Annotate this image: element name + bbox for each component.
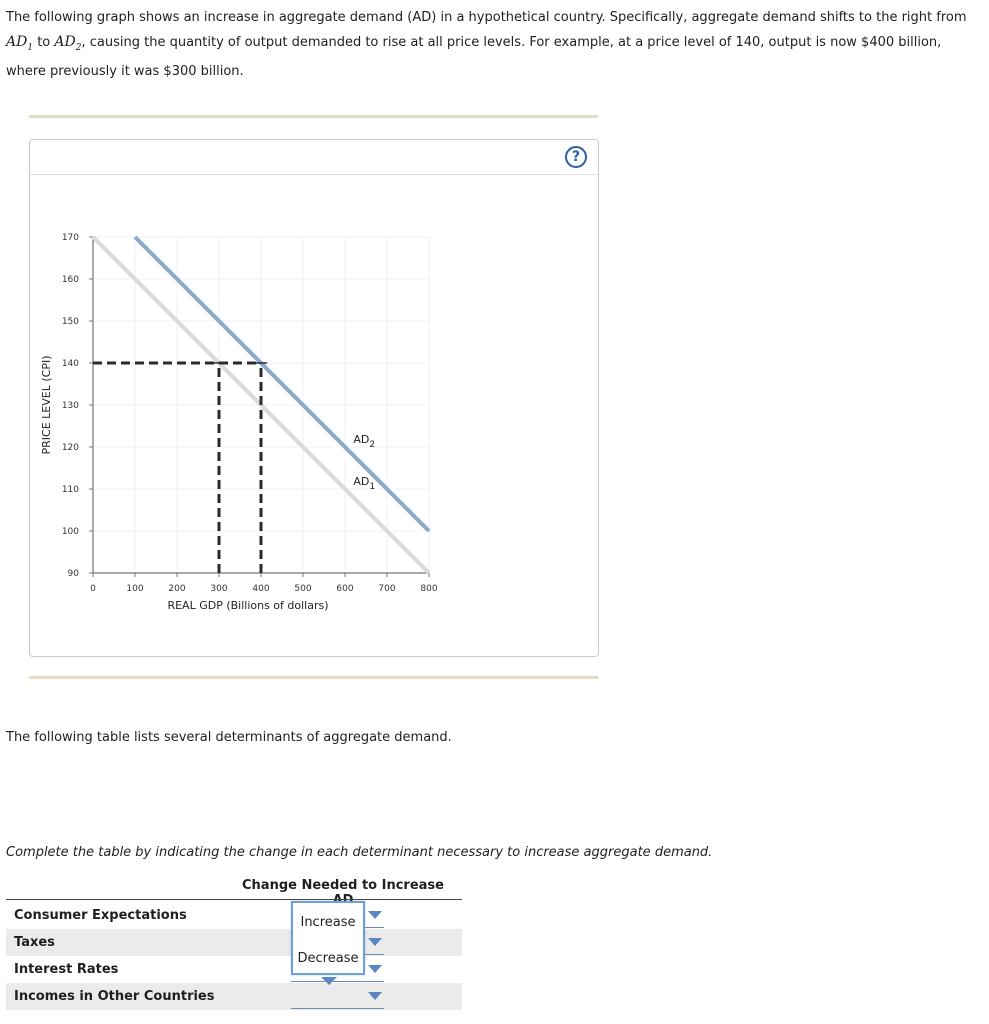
y-axis-title: PRICE LEVEL (CPI) [40,355,53,455]
to-text: to [33,35,55,50]
x-tick-label: 300 [210,584,228,594]
intro-text-2: , causing the quantity of output demanded to rise at all price levels. For example, at a price level of 140, output is now $400 billion, where previously it was $300 billion. [6,35,942,79]
row-label: Incomes in Other Countries [14,989,215,1004]
x-tick-label: 700 [378,584,396,594]
intro-paragraph [6,6,981,84]
chevron-down-icon[interactable] [368,992,382,1000]
table-intro: The following table lists several determinants of aggregate demand. [6,730,452,745]
y-tick-label: 100 [61,527,79,537]
graph-panel [29,139,599,657]
ad-chart [30,140,598,656]
bottom-divider [29,676,598,679]
change-select[interactable] [291,983,384,1009]
ad2-label: $AD_2$ [353,432,376,450]
header-rule [6,899,462,900]
column-header: Change Needed to Increase [242,878,444,893]
y-tick-label: 130 [61,401,79,411]
table-row [6,983,462,1010]
y-tick-label: 90 [67,569,79,579]
intro-text-1: The following graph shows an increase in aggregate demand (AD) in a hypothetical country. Specifically, aggregate demand shifts to the right from [6,10,967,25]
y-tick-label: 150 [61,317,79,327]
ad2-curve [135,237,429,531]
x-tick-label: 0 [90,584,96,594]
y-tick-label: 110 [61,485,79,495]
row-label: Interest Rates [14,962,119,977]
row-label: Consumer Expectations [14,908,187,923]
x-axis-title: REAL GDP (Billions of dollars) [167,599,329,612]
table-row [6,902,462,929]
y-tick-label: 170 [61,233,79,243]
x-tick-label: 800 [420,584,438,594]
chevron-down-icon[interactable] [368,965,382,973]
y-tick-label: 140 [61,359,79,369]
x-tick-label: 200 [168,584,186,594]
dropdown-caret-icon [321,977,337,985]
dropdown-option-decrease[interactable]: Decrease [297,951,359,966]
table-row [6,929,462,956]
dropdown-menu[interactable] [291,901,365,975]
chevron-down-icon[interactable] [368,938,382,946]
dropdown-option-increase[interactable]: Increase [300,915,356,930]
row-label: Taxes [14,935,55,950]
x-tick-label: 400 [252,584,270,594]
ad1-label: $AD_1$ [353,474,376,492]
instruction-text: Complete the table by indicating the change in each determinant necessary to increase aggregate demand. [6,845,713,860]
ad2-symbol: $AD_2$ [54,34,82,53]
y-tick-label: 160 [61,275,79,285]
question-circle-icon[interactable]: ? [565,146,587,168]
y-tick-label: 120 [61,443,79,453]
chevron-down-icon[interactable] [368,911,382,919]
table-row [6,956,462,983]
top-divider [29,115,598,118]
x-tick-label: 100 [126,584,144,594]
ad1-symbol: $AD_1$ [6,34,34,53]
x-tick-label: 500 [294,584,312,594]
x-tick-label: 600 [336,584,354,594]
